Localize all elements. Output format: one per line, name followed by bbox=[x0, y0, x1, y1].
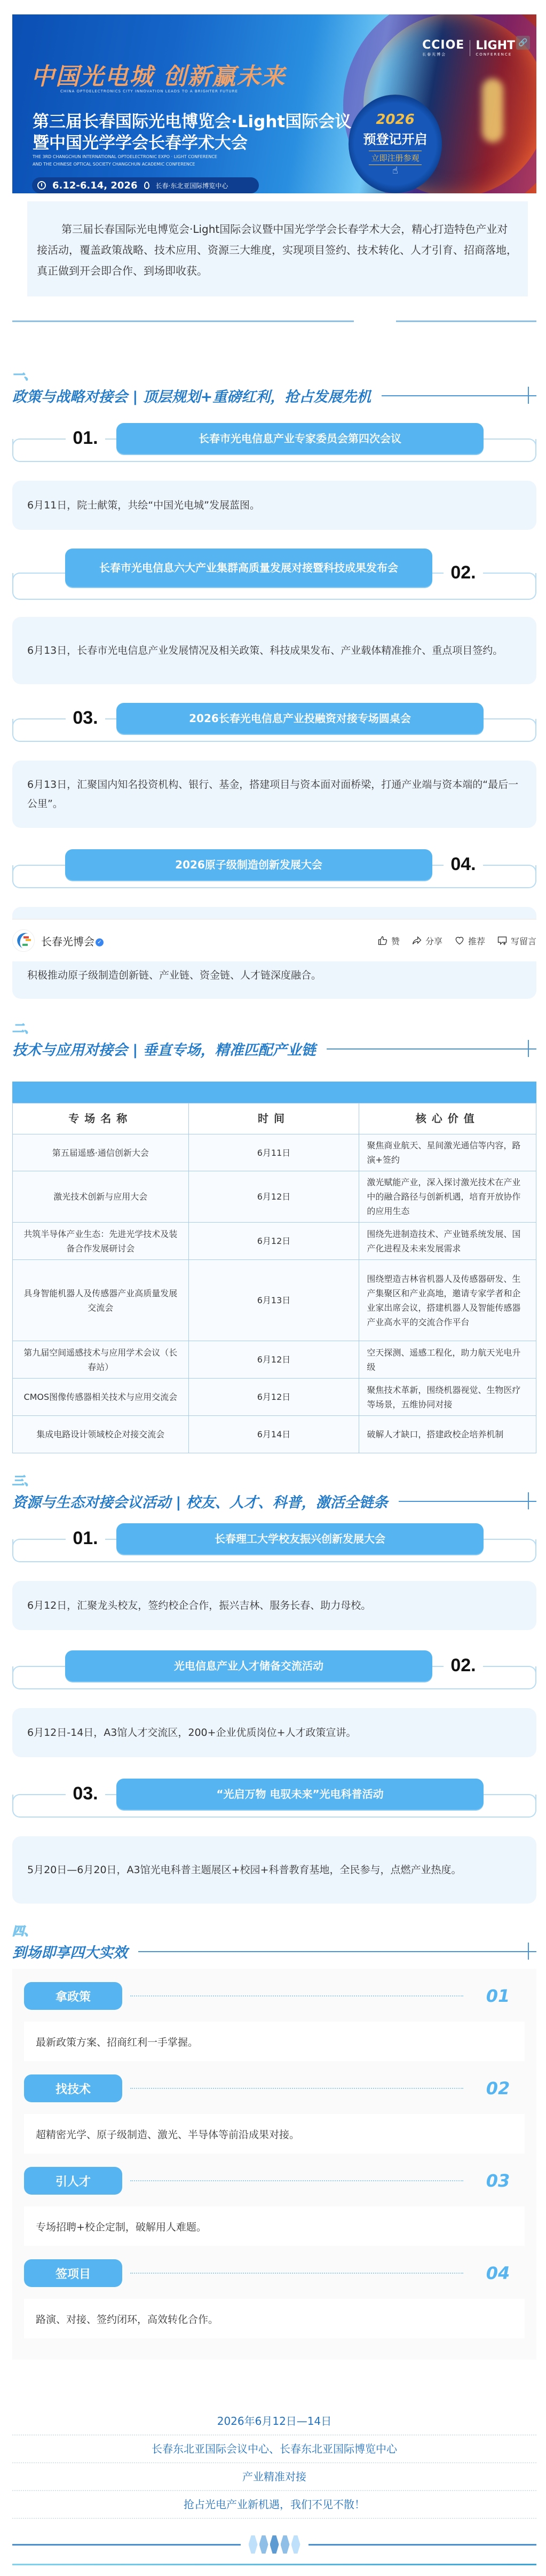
activity-description: 6月12日-14日，A3馆人才交流区，200+企业优质岗位+人才政策宣讲。 bbox=[12, 1708, 536, 1757]
benefit-number: 04 bbox=[486, 2263, 510, 2283]
section-divider bbox=[12, 320, 536, 322]
activity-header bbox=[12, 1645, 536, 1698]
meeting-number: 03. bbox=[66, 702, 105, 734]
verified-badge-icon: ✓ bbox=[96, 938, 104, 946]
closing-info bbox=[12, 2408, 536, 2519]
section-title-line bbox=[382, 395, 536, 396]
benefit-description: 超精密光学、原子级制造、激光、半导体等前沿成果对接。 bbox=[24, 2114, 525, 2154]
section-title: 政策与战略对接会 | 顶层规划+重磅红利，抢占发展先机 bbox=[12, 389, 371, 405]
table-row bbox=[13, 1416, 536, 1453]
benefit-tag: 签项目 bbox=[24, 2259, 122, 2287]
section-title: 到场即享四大实效 bbox=[12, 1945, 128, 1961]
meeting-title: 2026原子级制造创新发展大会 bbox=[65, 849, 432, 880]
comment-button[interactable]: 写留言 bbox=[497, 935, 536, 947]
dotted-line bbox=[130, 1995, 463, 1996]
meeting-header bbox=[12, 418, 536, 471]
session-value: 聚焦商业航天、星间激光通信等内容，路演+签约 bbox=[359, 1134, 536, 1171]
table-row bbox=[13, 1260, 536, 1341]
meeting-title: 长春市光电信息六大产业集群高质量发展对接暨科技成果发布会 bbox=[65, 549, 432, 587]
banner-date: 6.12-6.14, 2026 bbox=[52, 179, 138, 191]
dotted-line bbox=[130, 2088, 463, 2089]
section-title: 技术与应用对接会 | 垂直专场，精准匹配产业链 bbox=[12, 1042, 316, 1059]
meeting-number: 01. bbox=[66, 422, 105, 454]
section-header-resources bbox=[12, 1475, 536, 1512]
benefit-header bbox=[24, 2074, 525, 2102]
recommend-button[interactable]: 推荐 bbox=[454, 935, 485, 947]
closing-date: 2026年6月12日—14日 bbox=[12, 2408, 536, 2436]
table-header-row bbox=[13, 1103, 536, 1134]
meeting-description: 6月13日，汇聚国内知名投资机构、银行、基金，搭建项目与资本面对面桥梁，打通产业端与资本端的“最后一公里”。 bbox=[12, 761, 536, 828]
tech-sessions-table bbox=[12, 1082, 536, 1453]
section-number-icon: 四、 bbox=[12, 1925, 36, 1938]
benefit-number: 02 bbox=[486, 2078, 510, 2099]
section-header-policy bbox=[12, 369, 536, 406]
session-name: 具身智能机器人及传感器产业高质量发展交流会 bbox=[13, 1260, 189, 1341]
dotted-line bbox=[130, 2180, 463, 2181]
section-header-benefits bbox=[12, 1925, 536, 1962]
meeting-number: 04. bbox=[444, 848, 483, 880]
column-header-time: 时间 bbox=[188, 1103, 359, 1134]
section-title-line bbox=[399, 1501, 536, 1502]
benefit-tag: 找技术 bbox=[24, 2074, 122, 2102]
session-name: CMOS图像传感器相关技术与应用交流会 bbox=[13, 1379, 189, 1416]
activity-number: 03. bbox=[66, 1778, 105, 1810]
column-header-name: 专场名称 bbox=[13, 1103, 189, 1134]
benefits-panel bbox=[12, 1969, 536, 2360]
heart-icon bbox=[454, 935, 465, 946]
like-button[interactable]: 赞 bbox=[377, 935, 400, 947]
benefit-number: 03 bbox=[486, 2171, 510, 2191]
section-header-tech bbox=[12, 1022, 536, 1059]
meeting-number: 02. bbox=[444, 557, 483, 589]
session-date: 6月12日 bbox=[188, 1171, 359, 1223]
meeting-header bbox=[12, 844, 536, 897]
activity-title: 光电信息产业人才储备交流活动 bbox=[65, 1650, 432, 1681]
banner-slogan: 中国光电城 创新赢未来 bbox=[31, 63, 286, 90]
banner-title-line2: 暨中国光学学会长春学术大会 bbox=[33, 134, 248, 153]
session-value: 围绕塑造吉林省机器人及传感器研发、生产集聚区和产业高地，邀请专家学者和企业家出席会议，搭建机器人及智能传感器产业高水平的交流合作平台 bbox=[359, 1260, 536, 1341]
pointer-hand-icon: ☝ bbox=[392, 165, 398, 176]
light-conference-logo: LIGHT CONFERENCE bbox=[476, 39, 515, 57]
benefit-tag: 引人才 bbox=[24, 2167, 122, 2195]
benefit-header bbox=[24, 2259, 525, 2287]
share-button[interactable]: 分享 bbox=[412, 935, 442, 947]
session-name: 第五届遥感·通信创新大会 bbox=[13, 1134, 189, 1171]
session-value: 破解人才缺口，搭建政校企培养机制 bbox=[359, 1416, 536, 1453]
session-value: 聚焦技术革新，围绕机器视觉、生物医疗等场景，五维协同对接 bbox=[359, 1379, 536, 1416]
benefit-description: 最新政策方案、招商红利一手掌握。 bbox=[24, 2022, 525, 2061]
activity-number: 01. bbox=[66, 1522, 105, 1554]
section-title-line bbox=[327, 1048, 536, 1050]
activity-header bbox=[12, 1773, 536, 1827]
section-title: 资源与生态对接会议活动 | 校友、人才、科普，激活全链条 bbox=[12, 1494, 388, 1511]
meeting-description: 6月11日，院士献策，共绘“中国光电城”发展蓝图。 bbox=[12, 481, 536, 530]
banner-title-line1: 第三届长春国际光电博览会·Light国际会议 bbox=[33, 112, 352, 131]
benefit-header bbox=[24, 1982, 525, 2010]
section-title-line bbox=[138, 1951, 536, 1952]
closing-invitation: 抢占光电产业新机遇，我们不见不散！ bbox=[12, 2491, 536, 2519]
table-row bbox=[13, 1341, 536, 1379]
session-date: 6月12日 bbox=[188, 1341, 359, 1379]
benefit-description: 专场招聘+校企定制，破解用人难题。 bbox=[24, 2206, 525, 2246]
benefit-header bbox=[24, 2167, 525, 2195]
article-page bbox=[0, 14, 546, 2576]
benefit-description: 路演、对接、签约闭环，高效转化合作。 bbox=[24, 2299, 525, 2338]
account-name[interactable]: 长春光博会 ✓ bbox=[41, 933, 104, 949]
session-value: 围绕先进制造技术、产业链系统发展、国产化进程及未来发展需求 bbox=[359, 1223, 536, 1260]
activity-header bbox=[12, 1518, 536, 1571]
activity-title: “光启万物 电驭未来”光电科普活动 bbox=[116, 1779, 484, 1810]
session-name: 集成电路设计领域校企对接交流会 bbox=[13, 1416, 189, 1453]
session-date: 6月14日 bbox=[188, 1416, 359, 1453]
meeting-description: 积极推动原子级制造创新链、产业链、资金链、人才链深度融合。 bbox=[12, 961, 536, 999]
account-bar bbox=[12, 919, 536, 961]
session-name: 激光技术创新与应用大会 bbox=[13, 1171, 189, 1223]
register-now-button[interactable]: 立即注册参观 bbox=[369, 151, 421, 165]
benefit-number: 01 bbox=[486, 1986, 510, 2006]
meeting-title: 2026长春光电信息产业投融资对接专场圆桌会 bbox=[116, 703, 484, 734]
table-header-band bbox=[12, 1082, 536, 1103]
hexagon-decoration-icon bbox=[249, 2535, 300, 2554]
badge-text: 预登记开启 bbox=[363, 132, 428, 147]
session-value: 空天探测、遥感工程化，助力航天光电升级 bbox=[359, 1341, 536, 1379]
comment-add-icon bbox=[497, 935, 508, 946]
benefit-tag: 拿政策 bbox=[24, 1982, 122, 2010]
table-row bbox=[13, 1223, 536, 1260]
table-row bbox=[13, 1379, 536, 1416]
banner-date-bar bbox=[32, 177, 259, 193]
footer-decoration bbox=[12, 2534, 536, 2555]
banner-venue: 长春·东北亚国际博览中心 bbox=[155, 182, 228, 190]
session-name: 共筑半导体产业生态：先进光学技术及装备合作发展研讨会 bbox=[13, 1223, 189, 1260]
session-date: 6月12日 bbox=[188, 1223, 359, 1260]
share-arrow-icon bbox=[412, 935, 422, 946]
post-actions bbox=[377, 935, 536, 947]
meeting-title: 长春市光电信息产业专家委员会第四次会议 bbox=[116, 423, 484, 454]
meeting-description-top bbox=[12, 907, 536, 919]
meeting-description: 6月13日，长春市光电信息产业发展情况及相关政策、科技成果发布、产业载体精准推介、重点项目签约。 bbox=[12, 617, 536, 684]
account-avatar[interactable] bbox=[12, 929, 35, 952]
section-number-icon: 二、 bbox=[12, 1022, 36, 1036]
banner-title-en-line2: AND THE CHINESE OPTICAL SOCIETY CHANGCHUN ACADEMIC CONFERENCE bbox=[33, 162, 195, 167]
session-name: 第九届空间遥感技术与应用学术会议（长春站） bbox=[13, 1341, 189, 1379]
location-pin-icon bbox=[144, 182, 149, 189]
event-banner[interactable] bbox=[12, 14, 536, 193]
ccioe-logo: CCIOE 长春光博会 bbox=[422, 38, 465, 57]
session-date: 6月13日 bbox=[188, 1260, 359, 1341]
closing-venue: 长春东北亚国际会议中心、长春东北亚国际博览中心 bbox=[12, 2436, 536, 2463]
activity-title: 长春理工大学校友振兴创新发展大会 bbox=[116, 1523, 484, 1554]
section-number-icon: 一、 bbox=[12, 369, 36, 382]
light-flare-decoration bbox=[482, 79, 503, 143]
activity-description: 5月20日—6月20日，A3馆光电科普主题展区+校园+科普教育基地，全民参与，点燃产业热度。 bbox=[12, 1836, 536, 1904]
session-date: 6月11日 bbox=[188, 1134, 359, 1171]
banner-title-en-line1: THE 3RD CHANGCHUN INTERNATIONAL OPTOELECTRONIC EXPO · LIGHT CONFERENCE bbox=[33, 154, 217, 159]
badge-year: 2026 bbox=[376, 112, 415, 128]
intro-paragraph: 第三届长春国际光电博览会·Light国际会议暨中国光学学会长春学术大会，精心打造特色产业对接活动，覆盖政策战略、技术应用、资源三大维度，实现项目签约、技术转化、人才引育、招商落地，真正做到开会即合作、到场即收获。 bbox=[27, 201, 528, 296]
closing-tagline: 产业精准对接 bbox=[12, 2463, 536, 2491]
session-value: 激光赋能产业，深入探讨激光技术在产业中的融合路径与创新机遇，培育开放协作的应用生态 bbox=[359, 1171, 536, 1223]
banner-logos bbox=[422, 38, 515, 57]
preregistration-badge[interactable] bbox=[349, 95, 442, 193]
link-icon[interactable]: 🔗 bbox=[516, 36, 530, 50]
table-row bbox=[13, 1171, 536, 1223]
section-number-icon: 三、 bbox=[12, 1475, 36, 1488]
meeting-header bbox=[12, 543, 536, 607]
dotted-line bbox=[130, 2273, 463, 2274]
activity-description: 6月12日，汇聚龙头校友，签约校企合作，振兴吉林、服务长春、助力母校。 bbox=[12, 1581, 536, 1630]
meeting-header bbox=[12, 698, 536, 751]
activity-number: 02. bbox=[444, 1649, 483, 1681]
column-header-value: 核心价值 bbox=[359, 1103, 536, 1134]
table-row bbox=[13, 1134, 536, 1171]
thumbs-up-icon bbox=[377, 935, 388, 946]
session-date: 6月12日 bbox=[188, 1379, 359, 1416]
clock-icon bbox=[37, 181, 46, 190]
banner-slogan-en: CHINA OPTOELECTRONICS CITY INNOVATION LEADS TO A BRIGHTER FUTURE bbox=[60, 89, 238, 93]
